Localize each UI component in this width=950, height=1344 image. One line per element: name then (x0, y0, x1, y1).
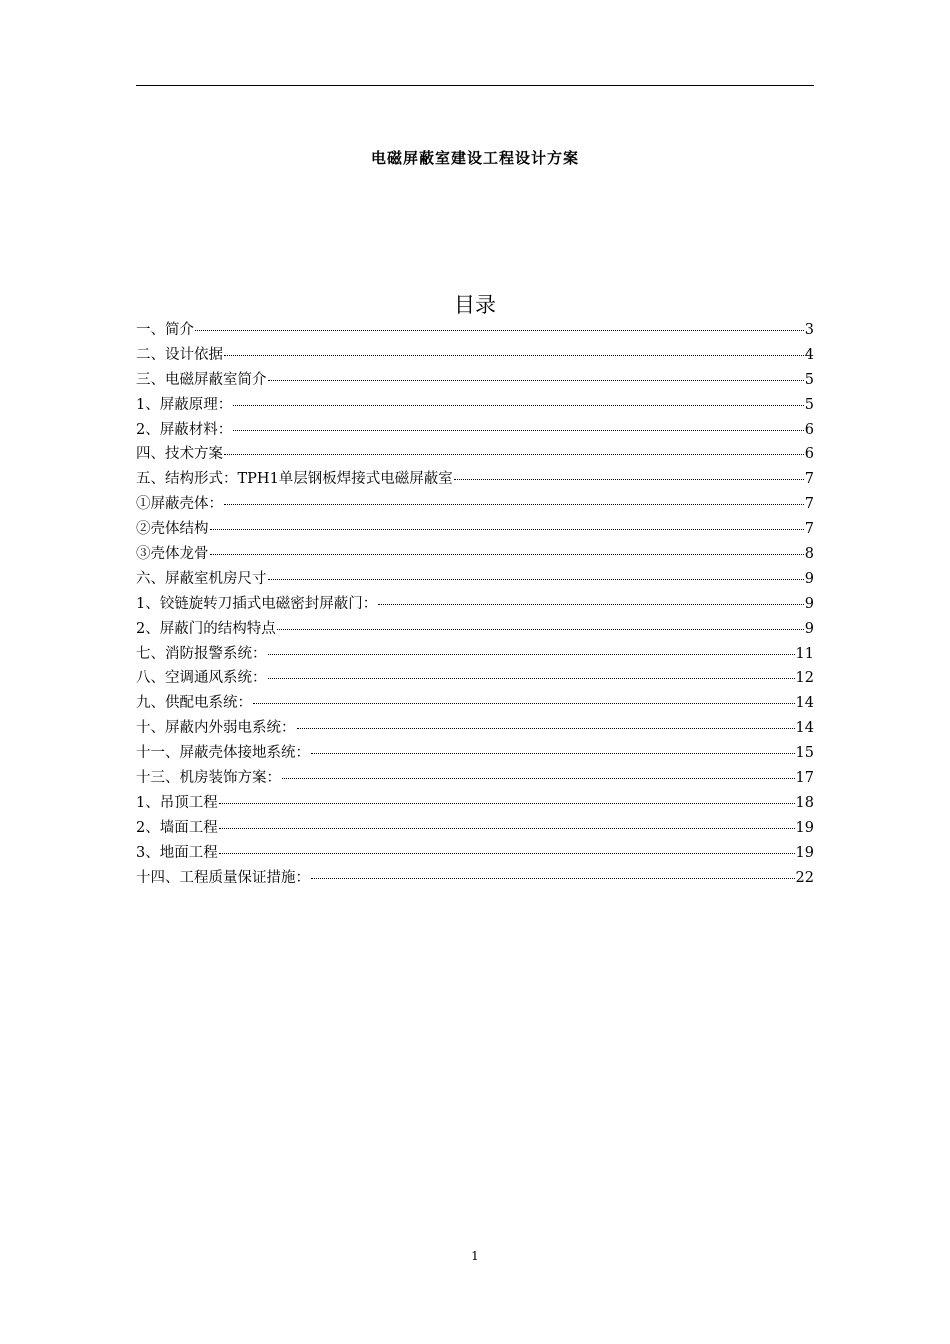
toc-dot-leader (268, 678, 795, 679)
toc-entry-label: 十、屏蔽内外弱电系统： (136, 720, 296, 737)
toc-entry-shielded-room-overview[interactable] (136, 368, 814, 393)
toc-dot-leader (219, 803, 795, 804)
toc-entry-page: 7 (804, 496, 814, 513)
toc-entry-label: 3、地面工程 (136, 844, 218, 861)
toc-entry-page: 4 (804, 346, 814, 363)
toc-dot-leader (195, 330, 804, 331)
toc-entry-label: 一、简介 (136, 322, 194, 338)
toc-entry-label: 1、吊顶工程 (136, 794, 218, 811)
toc-entry-label: 2、屏蔽材料： (136, 421, 233, 438)
toc-entry-page: 22 (795, 869, 814, 886)
toc-entry-hvac[interactable] (136, 666, 814, 691)
toc-dot-leader (233, 405, 804, 406)
toc-entry-label: ③壳体龙骨 (136, 546, 209, 563)
toc-entry-ceiling-works[interactable] (136, 791, 814, 816)
toc-entry-page: 5 (804, 371, 814, 388)
toc-dot-leader (454, 479, 804, 480)
toc-dot-leader (268, 579, 804, 580)
toc-entry-page: 14 (795, 720, 814, 737)
toc-entry-shielding-material[interactable] (136, 418, 814, 443)
toc-entry-page: 6 (804, 421, 814, 438)
toc-dot-leader (233, 430, 804, 431)
toc-entry-shield-door[interactable] (136, 592, 814, 617)
toc-entry-label: 十四、工程质量保证措施： (136, 869, 310, 886)
toc-entry-label: 九、供配电系统： (136, 695, 252, 712)
toc-entry-page: 8 (804, 546, 814, 563)
toc-entry-label: 2、屏蔽门的结构特点 (136, 620, 276, 637)
toc-entry-page: 3 (804, 322, 814, 338)
toc-entry-label: 1、铰链旋转刀插式电磁密封屏蔽门： (136, 595, 378, 612)
toc-entry-page: 7 (804, 521, 814, 538)
toc-entry-page: 12 (795, 670, 814, 687)
toc-entry-page: 9 (804, 620, 814, 637)
toc-entry-page: 9 (804, 595, 814, 612)
toc-entry-page: 7 (804, 471, 814, 488)
toc-entry-low-voltage[interactable] (136, 716, 814, 741)
toc-dot-leader (378, 604, 804, 605)
toc-entry-decoration-plan[interactable] (136, 766, 814, 791)
toc-entry-technical-plan[interactable] (136, 442, 814, 467)
toc-entry-label: 四、技术方案 (136, 446, 223, 463)
toc-entry-page: 19 (795, 819, 814, 836)
table-of-contents (136, 318, 814, 890)
toc-entry-room-dimensions[interactable] (136, 567, 814, 592)
header-rule (136, 85, 814, 86)
toc-dot-leader (219, 853, 795, 854)
toc-entry-introduction[interactable] (136, 318, 814, 343)
toc-entry-page: 5 (804, 396, 814, 413)
toc-entry-shield-shell[interactable] (136, 492, 814, 517)
page-number: 1 (471, 1249, 479, 1263)
toc-entry-page: 11 (795, 645, 814, 662)
toc-entry-page: 6 (804, 446, 814, 463)
toc-entry-page: 9 (804, 570, 814, 587)
toc-entry-label: ①屏蔽壳体： (136, 496, 223, 513)
toc-entry-page: 15 (795, 745, 814, 762)
toc-dot-leader (311, 753, 795, 754)
toc-dot-leader (219, 828, 795, 829)
toc-dot-leader (210, 529, 804, 530)
toc-dot-leader (253, 703, 795, 704)
toc-entry-label: 六、屏蔽室机房尺寸 (136, 570, 267, 587)
toc-dot-leader (268, 380, 804, 381)
toc-entry-shell-keel[interactable] (136, 542, 814, 567)
toc-dot-leader (224, 504, 804, 505)
toc-entry-design-basis[interactable] (136, 343, 814, 368)
toc-dot-leader (311, 878, 795, 879)
toc-entry-floor-works[interactable] (136, 841, 814, 866)
toc-entry-grounding[interactable] (136, 741, 814, 766)
toc-entry-page: 14 (795, 695, 814, 712)
toc-entry-structure-form[interactable] (136, 467, 814, 492)
toc-entry-label: ②壳体结构 (136, 521, 209, 538)
toc-entry-shell-structure[interactable] (136, 517, 814, 542)
toc-entry-label: 十三、机房装饰方案： (136, 770, 281, 787)
toc-entry-shielding-principle[interactable] (136, 393, 814, 418)
toc-dot-leader (224, 355, 804, 356)
toc-entry-wall-works[interactable] (136, 816, 814, 841)
toc-entry-label: 十一、屏蔽壳体接地系统： (136, 745, 310, 762)
toc-entry-label: 八、空调通风系统： (136, 670, 267, 687)
toc-heading: 目录 (454, 293, 496, 317)
toc-dot-leader (224, 454, 804, 455)
toc-entry-label: 二、设计依据 (136, 346, 223, 363)
document-title: 电磁屏蔽室建设工程设计方案 (370, 149, 579, 167)
toc-entry-page: 18 (795, 794, 814, 811)
toc-dot-leader (282, 778, 795, 779)
toc-entry-label: 三、电磁屏蔽室简介 (136, 371, 267, 388)
toc-entry-label: 1、屏蔽原理： (136, 396, 233, 413)
toc-entry-label: 五、结构形式：TPH1单层钢板焊接式电磁屏蔽室 (136, 471, 453, 488)
toc-entry-fire-alarm[interactable] (136, 642, 814, 667)
toc-entry-door-structure[interactable] (136, 617, 814, 642)
toc-entry-page: 17 (795, 770, 814, 787)
toc-dot-leader (277, 629, 804, 630)
toc-dot-leader (210, 554, 804, 555)
toc-entry-power-supply[interactable] (136, 691, 814, 716)
toc-entry-label: 2、墙面工程 (136, 819, 218, 836)
toc-entry-label: 七、消防报警系统： (136, 645, 267, 662)
toc-dot-leader (268, 654, 795, 655)
toc-dot-leader (297, 728, 795, 729)
toc-entry-quality-assurance[interactable] (136, 866, 814, 891)
toc-entry-page: 19 (795, 844, 814, 861)
